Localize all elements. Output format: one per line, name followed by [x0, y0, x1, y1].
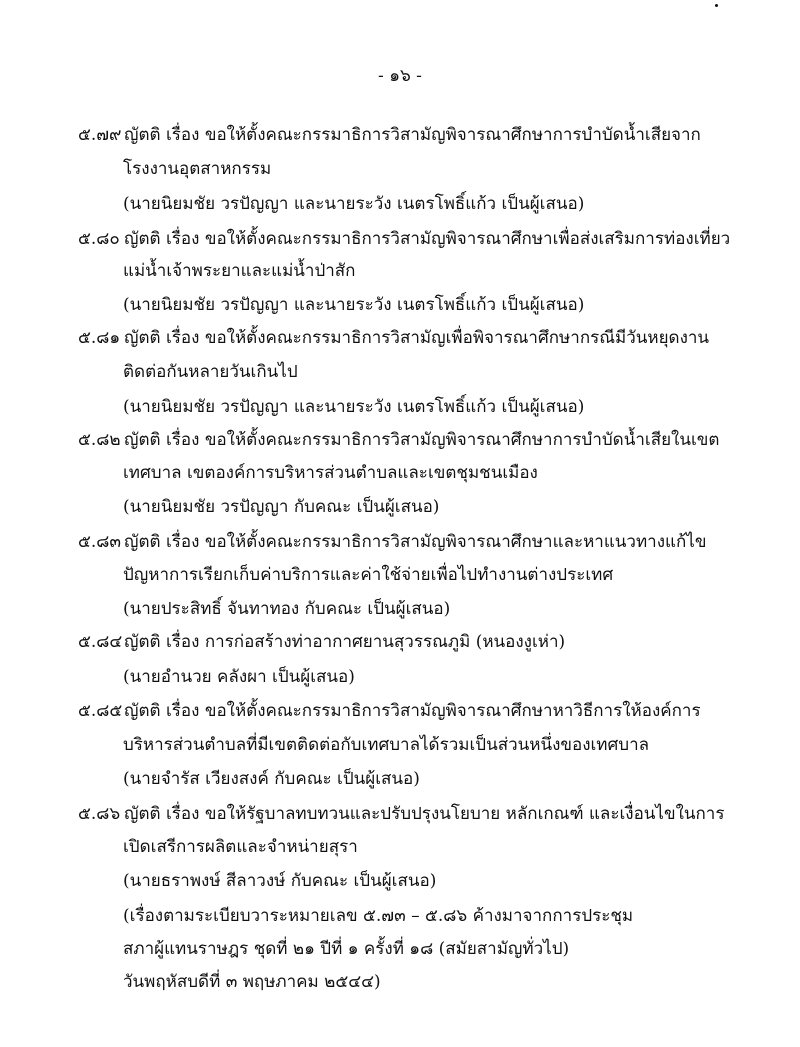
agenda-item-number: ๕.๘๔: [78, 632, 123, 652]
agenda-item-title-cont: ปัญหาการเรียกเก็บค่าบริการและค่าใช้จ่ายเพื่อไปทำงานต่างประเทศ: [123, 565, 614, 585]
page-number: - ๑๖ -: [378, 66, 422, 86]
agenda-item-title: ญัตติ เรื่อง ขอให้ตั้งคณะกรรมาธิการวิสามัญพิจารณาศึกษาเพื่อส่งเสริมการท่องเที่ยว: [124, 229, 731, 249]
agenda-item-title: ญัตติ เรื่อง ขอให้ตั้งคณะกรรมาธิการวิสามัญพิจารณาศึกษาการบำบัดน้ำเสียจาก: [124, 125, 701, 145]
agenda-item-title-cont: ติดต่อกันหลายวันเกินไป: [123, 362, 298, 382]
agenda-item-title-cont: โรงงานอุตสาหกรรม: [123, 159, 272, 179]
agenda-item-title: ญัตติ เรื่อง ขอให้รัฐบาลทบทวนและปรับปรุงนโยบาย หลักเกณฑ์ และเงื่อนไขในการ: [124, 804, 725, 824]
agenda-item-title-cont: เทศบาล เขตองค์การบริหารส่วนตำบลและเขตชุมชนเมือง: [123, 463, 538, 483]
agenda-item-number: ๕.๘๖: [78, 804, 121, 824]
agenda-item-number: ๕.๘๑: [78, 328, 121, 348]
scan-speck: [715, 4, 718, 7]
agenda-item-title: ญัตติ เรื่อง การก่อสร้างท่าอากาศยานสุวรรณภูมิ (หนองงูเห่า): [124, 632, 566, 652]
agenda-item-proposer: (นายนิยมชัย วรปัญญา และนายระวัง เนตรโพธิ์แก้ว เป็นผู้เสนอ): [123, 194, 585, 214]
agenda-item-title: ญัตติ เรื่อง ขอให้ตั้งคณะกรรมาธิการวิสามัญพิจารณาศึกษาหาวิธีการให้องค์การ: [124, 701, 701, 721]
agenda-item-proposer: (นายประสิทธิ์ จันทาทอง กับคณะ เป็นผู้เสนอ): [123, 599, 451, 619]
agenda-item-proposer: (นายอำนวย คลังผา เป็นผู้เสนอ): [123, 667, 355, 687]
agenda-item-number: ๕.๘๐: [78, 229, 120, 249]
agenda-item-number: ๕.๘๓: [78, 532, 122, 552]
note-line: (เรื่องตามระเบียบวาระหมายเลข ๕.๗๓ – ๕.๘๖ ค้างมาจากการประชุม: [123, 906, 634, 926]
note-line: สภาผู้แทนราษฎร ชุดที่ ๒๑ ปีที่ ๑ ครั้งที่ ๑๘ (สมัยสามัญทั่วไป): [123, 939, 570, 959]
agenda-item-proposer: (นายจำรัส เวียงสงค์ กับคณะ เป็นผู้เสนอ): [123, 769, 420, 789]
agenda-item-number: ๕.๗๙: [78, 125, 122, 145]
agenda-item-title-cont: เปิดเสรีการผลิตและจำหน่ายสุรา: [123, 837, 358, 857]
agenda-item-number: ๕.๘๕: [78, 701, 123, 721]
agenda-item-title-cont: แม่น้ำเจ้าพระยาและแม่น้ำป่าสัก: [123, 261, 356, 281]
agenda-item-title: ญัตติ เรื่อง ขอให้ตั้งคณะกรรมาธิการวิสามัญพิจารณาศึกษาการบำบัดน้ำเสียในเขต: [124, 430, 720, 450]
agenda-item-title: ญัตติ เรื่อง ขอให้ตั้งคณะกรรมาธิการวิสามัญพิจารณาศึกษาและหาแนวทางแก้ไข: [124, 532, 707, 552]
agenda-item-proposer: (นายธราพงษ์ สีลาวงษ์ กับคณะ เป็นผู้เสนอ): [123, 871, 437, 891]
agenda-item-number: ๕.๘๒: [78, 430, 121, 450]
agenda-item-proposer: (นายนิยมชัย วรปัญญา กับคณะ เป็นผู้เสนอ): [123, 497, 440, 517]
agenda-item-proposer: (นายนิยมชัย วรปัญญา และนายระวัง เนตรโพธิ์แก้ว เป็นผู้เสนอ): [123, 397, 585, 417]
note-line: วันพฤหัสบดีที่ ๓ พฤษภาคม ๒๕๔๔): [123, 972, 381, 992]
agenda-item-proposer: (นายนิยมชัย วรปัญญา และนายระวัง เนตรโพธิ์แก้ว เป็นผู้เสนอ): [123, 295, 585, 315]
agenda-item-title-cont: บริหารส่วนตำบลที่มีเขตติดต่อกับเทศบาลได้รวมเป็นส่วนหนึ่งของเทศบาล: [123, 735, 650, 755]
agenda-item-title: ญัตติ เรื่อง ขอให้ตั้งคณะกรรมาธิการวิสามัญเพื่อพิจารณาศึกษากรณีมีวันหยุดงาน: [124, 328, 710, 348]
